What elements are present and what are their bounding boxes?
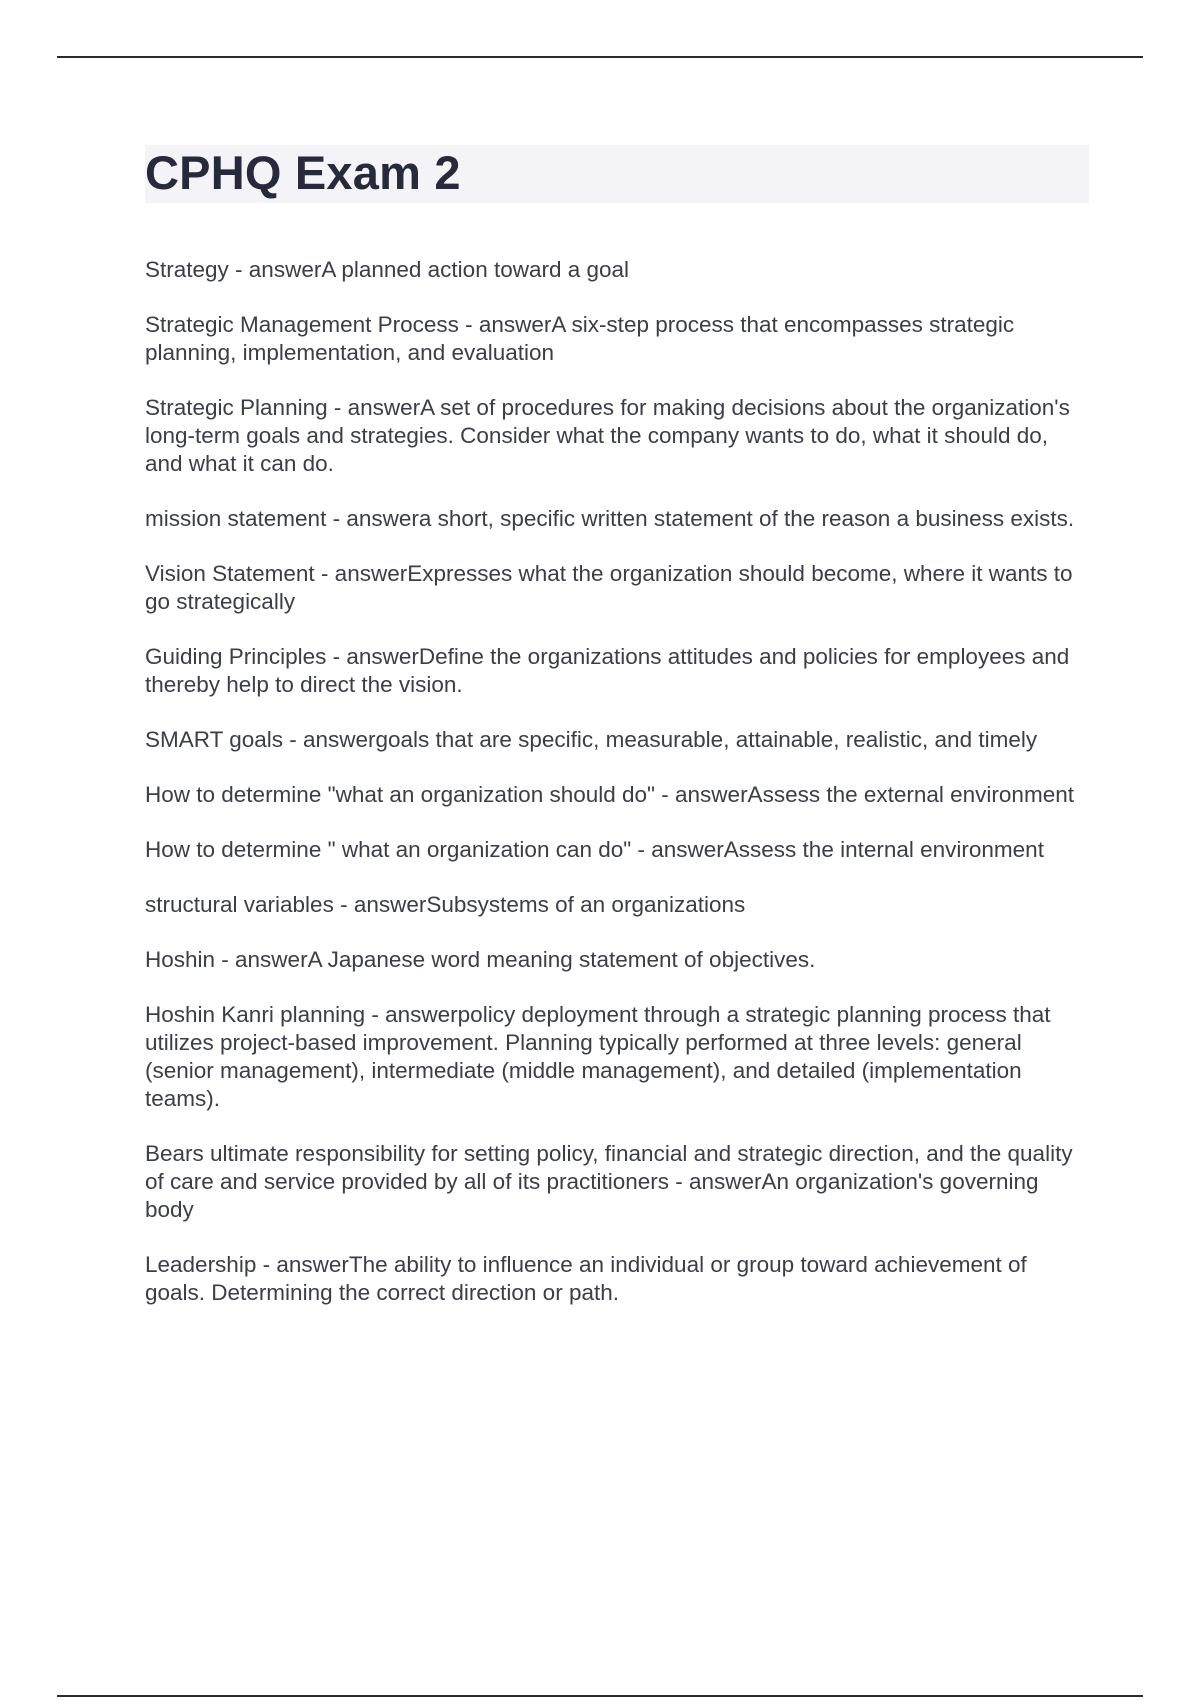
qa-entry: How to determine " what an organization can do" - answerAssess the internal environment bbox=[145, 837, 1044, 862]
top-rule bbox=[57, 56, 1143, 58]
qa-entry: Strategy - answerA planned action toward a goal bbox=[145, 257, 630, 282]
qa-entry: How to determine "what an organization should do" - answerAssess the external environment bbox=[145, 782, 1074, 807]
bottom-rule bbox=[57, 1695, 1143, 1697]
qa-entry: SMART goals - answergoals that are specific, measurable, attainable, realistic, and timely bbox=[145, 727, 1038, 752]
qa-entry: Strategic Management Process - answerA six-step process that encompasses strategic planning, implementation, and evaluation bbox=[145, 312, 1015, 365]
qa-entry: structural variables - answerSubsystems of an organizations bbox=[145, 892, 746, 917]
qa-entry: Guiding Principles - answerDefine the organizations attitudes and policies for employees and thereby help to direct the vision. bbox=[145, 644, 1070, 697]
qa-entry: Vision Statement - answerExpresses what the organization should become, where it wants to go strategically bbox=[145, 561, 1073, 614]
qa-entry: Hoshin - answerA Japanese word meaning statement of objectives. bbox=[145, 947, 816, 972]
qa-entry: Hoshin Kanri planning - answerpolicy deployment through a strategic planning process that utilizes project-based improvement. Planning typically performed at three levels: general (senior management), intermediate (middle management), and detailed (implementation teams). bbox=[145, 1002, 1051, 1111]
qa-entry: Bears ultimate responsibility for setting policy, financial and strategic direction, and the quality of care and service provided by all of its practitioners - answerAn organization's governing body bbox=[145, 1141, 1073, 1222]
qa-entry: mission statement - answera short, specific written statement of the reason a business exists. bbox=[145, 506, 1075, 531]
qa-entry: Strategic Planning - answerA set of procedures for making decisions about the organization's long-term goals and strategies. Consider what the company wants to do, what it should do, and what it can do. bbox=[145, 395, 1070, 476]
qa-list bbox=[145, 256, 1085, 1334]
qa-entry: Leadership - answerThe ability to influence an individual or group toward achievement of goals. Determining the correct direction or path. bbox=[145, 1252, 1027, 1305]
page-title: CPHQ Exam 2 bbox=[145, 146, 461, 199]
